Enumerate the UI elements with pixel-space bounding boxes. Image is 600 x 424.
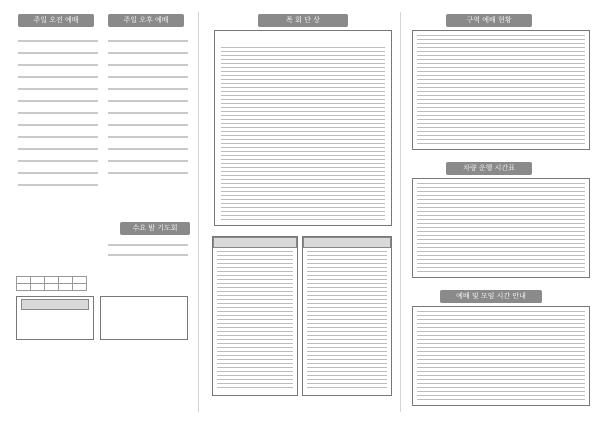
finance-table: [302, 236, 392, 396]
pastoral-column-heading: 목 회 단 상: [258, 14, 348, 27]
vehicle-schedule-heading: 차량 운행 시간표: [446, 162, 532, 175]
pastoral-column: [214, 30, 392, 226]
gutter-divider-2: [400, 12, 401, 412]
afternoon-worship-heading: 주일 오후 예배: [108, 14, 184, 27]
district-worship-heading: 구역 예배 현황: [446, 14, 532, 27]
next-week-duty-box: [100, 296, 188, 340]
offering-table: [16, 276, 87, 291]
vehicle-schedule-table: [412, 178, 590, 278]
wednesday-prayer-heading: 수요 밤 기도회: [120, 222, 190, 235]
column-headline: [223, 35, 383, 43]
gutter-divider: [198, 12, 199, 412]
district-worship-table: [412, 30, 590, 150]
column-body-text: [221, 47, 385, 223]
worship-staff-box: [16, 296, 94, 340]
meeting-schedule-heading: 예배 및 모임 시간 안내: [440, 290, 542, 303]
meeting-schedule-table: [412, 306, 590, 406]
attendance-table: [212, 236, 298, 396]
morning-worship-heading: 주일 오전 예배: [18, 14, 94, 27]
